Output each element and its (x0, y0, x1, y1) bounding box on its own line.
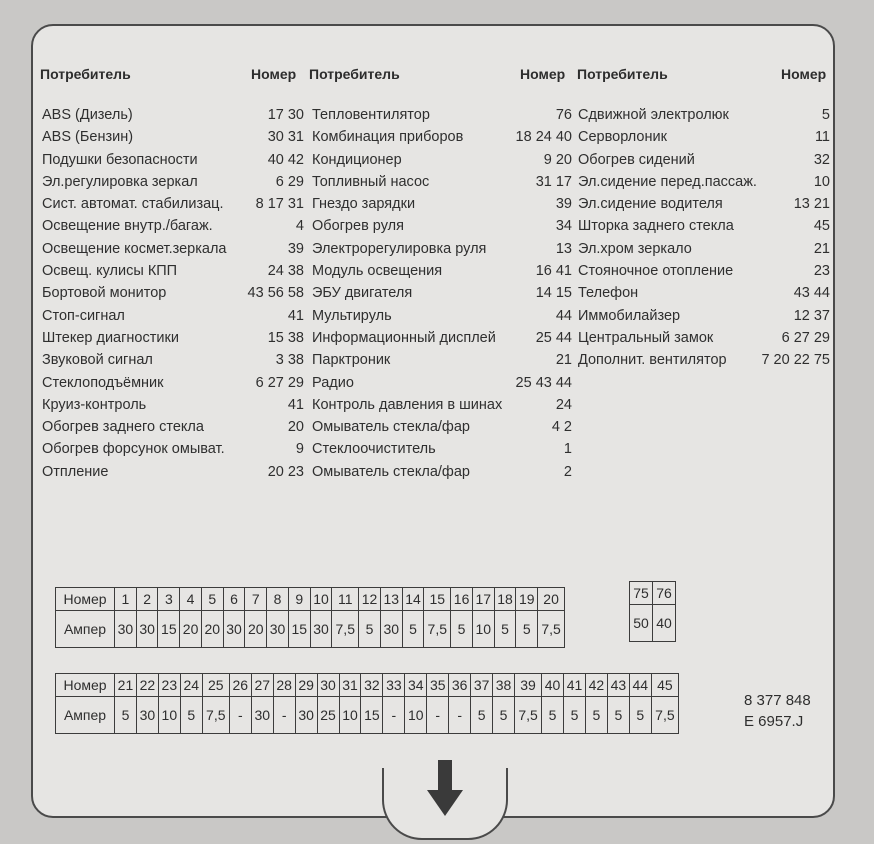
consumer-name: Дополнит. вентилятор (578, 352, 727, 369)
fuse-amp-cell: - (229, 697, 251, 734)
fuse-number-cell: 76 (653, 582, 676, 605)
consumer-name: Стеклоочиститель (312, 441, 436, 458)
amp-label: Ампер (56, 697, 115, 734)
consumer-name: Центральный замок (578, 329, 714, 346)
consumer-name: Контроль давления в шинах (312, 396, 503, 413)
fuse-number-cell: 75 (630, 582, 653, 605)
fuse-amp-cell: 5 (607, 697, 629, 734)
fuse-number-cell: 44 (629, 674, 651, 697)
fuse-amp-cell: 10 (472, 611, 494, 648)
consumer-column-2 (312, 107, 572, 486)
consumer-name: Иммобилайзер (578, 307, 681, 324)
fuse-amp-cell: 15 (288, 611, 310, 648)
consumer-row (312, 241, 572, 263)
fuse-number-cell: 7 (245, 588, 267, 611)
fuse-amp-cell: 30 (223, 611, 245, 648)
consumer-name: Отпление (42, 463, 109, 480)
fuse-number-cell: 40 (542, 674, 564, 697)
consumer-row (312, 419, 572, 441)
consumer-row (312, 263, 572, 285)
fuse-amp-cell: 20 (201, 611, 223, 648)
fuse-amp-cell: 10 (158, 697, 180, 734)
fuse-amp-cell: 7,5 (538, 611, 565, 648)
fuse-number: 24 (555, 396, 572, 413)
fuse-amp-cell: 10 (405, 697, 427, 734)
fuse-number: 11 (814, 129, 830, 146)
fuse-number: 21 (813, 240, 830, 257)
fuse-number-cell: 13 (380, 588, 402, 611)
consumer-row (42, 174, 304, 196)
fuse-amp-cell: 30 (267, 611, 289, 648)
fuse-number-cell: 37 (471, 674, 493, 697)
consumer-row (578, 308, 830, 330)
fuse-number: 13 (555, 240, 572, 257)
header-number-1: Номер (251, 66, 297, 82)
fuse-number: 1 (563, 441, 572, 458)
fuse-number-cell: 21 (115, 674, 137, 697)
consumer-name: Телефон (578, 285, 639, 302)
fuse-number-cell: 36 (449, 674, 471, 697)
consumer-name: Обогрев сидений (578, 151, 695, 168)
fuse-number-cell: 4 (180, 588, 202, 611)
fuse-amp-cell: 5 (471, 697, 493, 734)
fuse-number: 14 15 (535, 285, 572, 302)
fuse-number-cell: 16 (451, 588, 473, 611)
fuse-amp-cell: 30 (251, 697, 273, 734)
consumer-row (42, 441, 304, 463)
consumer-name: Обогрев форсунок омыват. (42, 441, 225, 458)
consumer-row (578, 241, 830, 263)
fuse-number: 5 (821, 107, 830, 123)
consumer-row (578, 152, 830, 174)
fuse-number: 18 24 40 (515, 129, 572, 146)
consumer-name: Освещение внутр./багаж. (42, 218, 213, 235)
fuse-number-cell: 11 (332, 588, 359, 611)
fuse-amp-cell: 5 (542, 697, 564, 734)
number-label: Номер (56, 674, 115, 697)
consumer-name: Эл.регулировка зеркал (42, 173, 198, 190)
fuse-amp-cell: 30 (380, 611, 402, 648)
consumer-name: Серворлоник (578, 129, 667, 146)
fuse-number: 40 42 (267, 151, 304, 168)
consumer-row (578, 196, 830, 218)
consumer-row (42, 241, 304, 263)
fuse-amp-cell: 30 (115, 611, 137, 648)
fuse-number-cell: 6 (223, 588, 245, 611)
fuse-number-cell: 15 (424, 588, 451, 611)
consumer-name: Гнездо зарядки (312, 196, 416, 213)
header-consumer-1: Потребитель (40, 66, 131, 82)
fuse-number: 44 (555, 307, 572, 324)
fuse-number-cell: 14 (402, 588, 424, 611)
consumer-row (312, 152, 572, 174)
consumer-column-3 (578, 107, 830, 375)
fuse-number: 41 (287, 396, 304, 413)
consumer-row (578, 352, 830, 374)
fuse-amp-cell: 10 (339, 697, 361, 734)
consumer-row (312, 352, 572, 374)
consumer-row (42, 263, 304, 285)
number-label: Номер (56, 588, 115, 611)
fuse-number: 76 (555, 107, 572, 123)
consumer-name: Эл.сидение водителя (578, 196, 723, 213)
fuse-number-cell: 45 (651, 674, 678, 697)
fuse-number-cell: 24 (180, 674, 202, 697)
fuse-number: 10 (813, 173, 830, 190)
fuse-amp-cell: 30 (310, 611, 332, 648)
fuse-number: 32 (813, 151, 830, 168)
fuse-number: 6 29 (275, 173, 304, 190)
document-code: E 6957.J (744, 713, 804, 730)
consumer-row (312, 218, 572, 240)
header-number-3: Номер (781, 66, 827, 82)
consumer-name: ABS (Бензин) (42, 129, 134, 146)
consumer-row (578, 285, 830, 307)
consumer-name: Звуковой сигнал (42, 352, 153, 369)
fuse-amp-cell: 5 (180, 697, 202, 734)
consumer-row (312, 174, 572, 196)
fuse-number-cell: 9 (288, 588, 310, 611)
fuse-number: 43 56 58 (247, 285, 304, 302)
consumer-row (578, 129, 830, 151)
consumer-row (42, 196, 304, 218)
fuse-number-cell: 38 (493, 674, 515, 697)
fuse-amp-cell: 25 (317, 697, 339, 734)
fuse-amp-cell: 7,5 (515, 697, 542, 734)
fuse-amp-cell: - (449, 697, 471, 734)
consumer-row (42, 464, 304, 486)
fuse-amp-cell: 7,5 (332, 611, 359, 648)
consumer-row (42, 129, 304, 151)
consumer-name: Стояночное отопление (578, 263, 734, 280)
fuse-number: 13 21 (793, 196, 830, 213)
fuse-number: 39 (555, 196, 572, 213)
consumer-row (42, 152, 304, 174)
header-number-2: Номер (520, 66, 566, 82)
fuse-amp-cell: 20 (245, 611, 267, 648)
fuse-number: 9 (295, 441, 304, 458)
fuse-number: 17 30 (267, 107, 304, 123)
fuse-table-21-45 (55, 673, 679, 734)
fuse-number: 15 38 (267, 329, 304, 346)
consumer-name: Комбинация приборов (312, 129, 464, 146)
fuse-number-cell: 28 (273, 674, 295, 697)
fuse-number-cell: 31 (339, 674, 361, 697)
fuse-amp-cell: 7,5 (202, 697, 229, 734)
fuse-number-cell: 35 (427, 674, 449, 697)
fuse-amp-cell: 7,5 (651, 697, 678, 734)
fuse-number: 39 (287, 240, 304, 257)
consumer-row (312, 129, 572, 151)
consumer-name: Радио (312, 374, 354, 391)
fuse-number: 25 44 (535, 329, 572, 346)
consumer-name: Штекер диагностики (42, 329, 179, 346)
fuse-amp-cell: 7,5 (424, 611, 451, 648)
fuse-number-cell: 34 (405, 674, 427, 697)
fuse-amp-cell: - (383, 697, 405, 734)
fuse-number-cell: 17 (472, 588, 494, 611)
consumer-row (578, 218, 830, 240)
fuse-number: 3 38 (275, 352, 304, 369)
consumer-name: Эл.сидение перед.пассаж. (578, 173, 757, 190)
fuse-amp-cell: 5 (115, 697, 137, 734)
fuse-amp-cell: 5 (451, 611, 473, 648)
fuse-number: 34 (555, 218, 572, 235)
fuse-number-cell: 32 (361, 674, 383, 697)
consumer-name: Омыватель стекла/фар (312, 463, 470, 480)
fuse-number-cell: 27 (251, 674, 273, 697)
fuse-number: 6 27 29 (255, 374, 304, 391)
consumer-row (312, 330, 572, 352)
consumer-row (578, 174, 830, 196)
fuse-number: 7 20 22 75 (761, 352, 830, 369)
fuse-number: 41 (287, 307, 304, 324)
consumer-name: Эл.хром зеркало (578, 240, 692, 257)
fuse-number-cell: 1 (115, 588, 137, 611)
fuse-amp-cell: 40 (653, 605, 676, 642)
consumer-name: Стоп-сигнал (42, 307, 125, 324)
fuse-amp-cell: 15 (361, 697, 383, 734)
header-consumer-2: Потребитель (309, 66, 400, 82)
consumer-row (312, 308, 572, 330)
arrow-down-icon (425, 760, 465, 820)
consumer-row (42, 308, 304, 330)
fuse-amp-cell: 5 (585, 697, 607, 734)
consumer-name: ЭБУ двигателя (312, 285, 413, 302)
fuse-number-cell: 33 (383, 674, 405, 697)
consumer-row (312, 285, 572, 307)
fuse-number-cell: 23 (158, 674, 180, 697)
fuse-number: 30 31 (267, 129, 304, 146)
fuse-number: 4 (295, 218, 304, 235)
consumer-name: Электрорегулировка руля (312, 240, 487, 257)
consumer-row (312, 107, 572, 129)
fuse-number-cell: 10 (310, 588, 332, 611)
fuse-number-cell: 41 (564, 674, 586, 697)
header-consumer-3: Потребитель (577, 66, 668, 82)
consumer-name: Сдвижной электролюк (578, 107, 729, 123)
consumer-name: Стеклоподъёмник (42, 374, 164, 391)
consumer-row (312, 397, 572, 419)
consumer-name: ABS (Дизель) (42, 107, 133, 123)
fuse-number-cell: 26 (229, 674, 251, 697)
consumer-name: Обогрев заднего стекла (42, 419, 204, 436)
fuse-table-1-20 (55, 587, 565, 648)
fuse-number: 43 44 (793, 285, 830, 302)
fuse-number: 45 (813, 218, 830, 235)
consumer-row (42, 419, 304, 441)
fuse-amp-cell: 30 (295, 697, 317, 734)
fuse-number-cell: 5 (201, 588, 223, 611)
fuse-amp-cell: - (273, 697, 295, 734)
fuse-number: 9 20 (543, 151, 572, 168)
consumer-row (578, 263, 830, 285)
consumer-name: Обогрев руля (312, 218, 404, 235)
consumer-name: Шторка заднего стекла (578, 218, 734, 235)
fuse-amp-cell: 5 (516, 611, 538, 648)
consumer-name: Кондиционер (312, 151, 402, 168)
consumer-name: Подушки безопасности (42, 151, 198, 168)
fuse-table-75-76 (629, 581, 676, 642)
fuse-amp-cell: 20 (180, 611, 202, 648)
consumer-name: Мультируль (312, 307, 392, 324)
consumer-row (578, 330, 830, 352)
fuse-number: 24 38 (267, 263, 304, 280)
fuse-number-cell: 8 (267, 588, 289, 611)
fuse-amp-cell: - (427, 697, 449, 734)
consumer-name: Освещение космет.зеркала (42, 240, 227, 257)
fuse-number-cell: 30 (317, 674, 339, 697)
part-number: 8 377 848 (744, 692, 811, 709)
fuse-number: 12 37 (793, 307, 830, 324)
fuse-number-cell: 43 (607, 674, 629, 697)
consumer-row (42, 285, 304, 307)
consumer-row (42, 375, 304, 397)
consumer-row (312, 441, 572, 463)
consumer-name: Омыватель стекла/фар (312, 419, 470, 436)
fuse-number-cell: 22 (136, 674, 158, 697)
consumer-row (42, 107, 304, 129)
fuse-number-cell: 39 (515, 674, 542, 697)
consumer-name: Сист. автомат. стабилизац. (42, 196, 224, 213)
amp-label: Ампер (56, 611, 115, 648)
fuse-number: 31 17 (535, 173, 572, 190)
fuse-number-cell: 3 (158, 588, 180, 611)
fuse-number: 6 27 29 (781, 329, 830, 346)
fuse-number-cell: 19 (516, 588, 538, 611)
fuse-number: 20 (287, 419, 304, 436)
consumer-row (312, 375, 572, 397)
fuse-number: 8 17 31 (255, 196, 304, 213)
fuse-number-cell: 2 (136, 588, 158, 611)
fuse-number: 21 (555, 352, 572, 369)
consumer-row (42, 397, 304, 419)
consumer-row (312, 196, 572, 218)
fuse-amp-cell: 5 (493, 697, 515, 734)
fuse-number: 25 43 44 (515, 374, 572, 391)
fuse-number: 16 41 (535, 263, 572, 280)
fuse-number: 2 (563, 463, 572, 480)
fuse-amp-cell: 5 (494, 611, 516, 648)
consumer-name: Модуль освещения (312, 263, 443, 280)
fuse-number: 20 23 (267, 463, 304, 480)
consumer-name: Тепловентилятор (312, 107, 430, 123)
fuse-amp-cell: 30 (136, 611, 158, 648)
consumer-name: Бортовой монитор (42, 285, 167, 302)
fuse-amp-cell: 15 (158, 611, 180, 648)
fuse-amp-cell: 30 (136, 697, 158, 734)
consumer-name: Освещ. кулисы КПП (42, 263, 178, 280)
fuse-number-cell: 29 (295, 674, 317, 697)
consumer-row (42, 218, 304, 240)
consumer-column-1 (42, 107, 304, 486)
consumer-row (312, 464, 572, 486)
consumer-row (42, 352, 304, 374)
fuse-amp-cell: 50 (630, 605, 653, 642)
fuse-number: 23 (813, 263, 830, 280)
consumer-row (42, 330, 304, 352)
fuse-number-cell: 25 (202, 674, 229, 697)
fuse-number-cell: 20 (538, 588, 565, 611)
consumer-name: Парктроник (312, 352, 391, 369)
fuse-amp-cell: 5 (402, 611, 424, 648)
fuse-amp-cell: 5 (359, 611, 381, 648)
consumer-name: Круиз-контроль (42, 396, 147, 413)
fuse-amp-cell: 5 (629, 697, 651, 734)
fuse-number: 4 2 (551, 419, 572, 436)
fuse-number-cell: 12 (359, 588, 381, 611)
consumer-name: Топливный насос (312, 173, 430, 190)
consumer-name: Информационный дисплей (312, 329, 496, 346)
fuse-amp-cell: 5 (564, 697, 586, 734)
consumer-row (578, 107, 830, 129)
fuse-number-cell: 18 (494, 588, 516, 611)
fuse-number-cell: 42 (585, 674, 607, 697)
